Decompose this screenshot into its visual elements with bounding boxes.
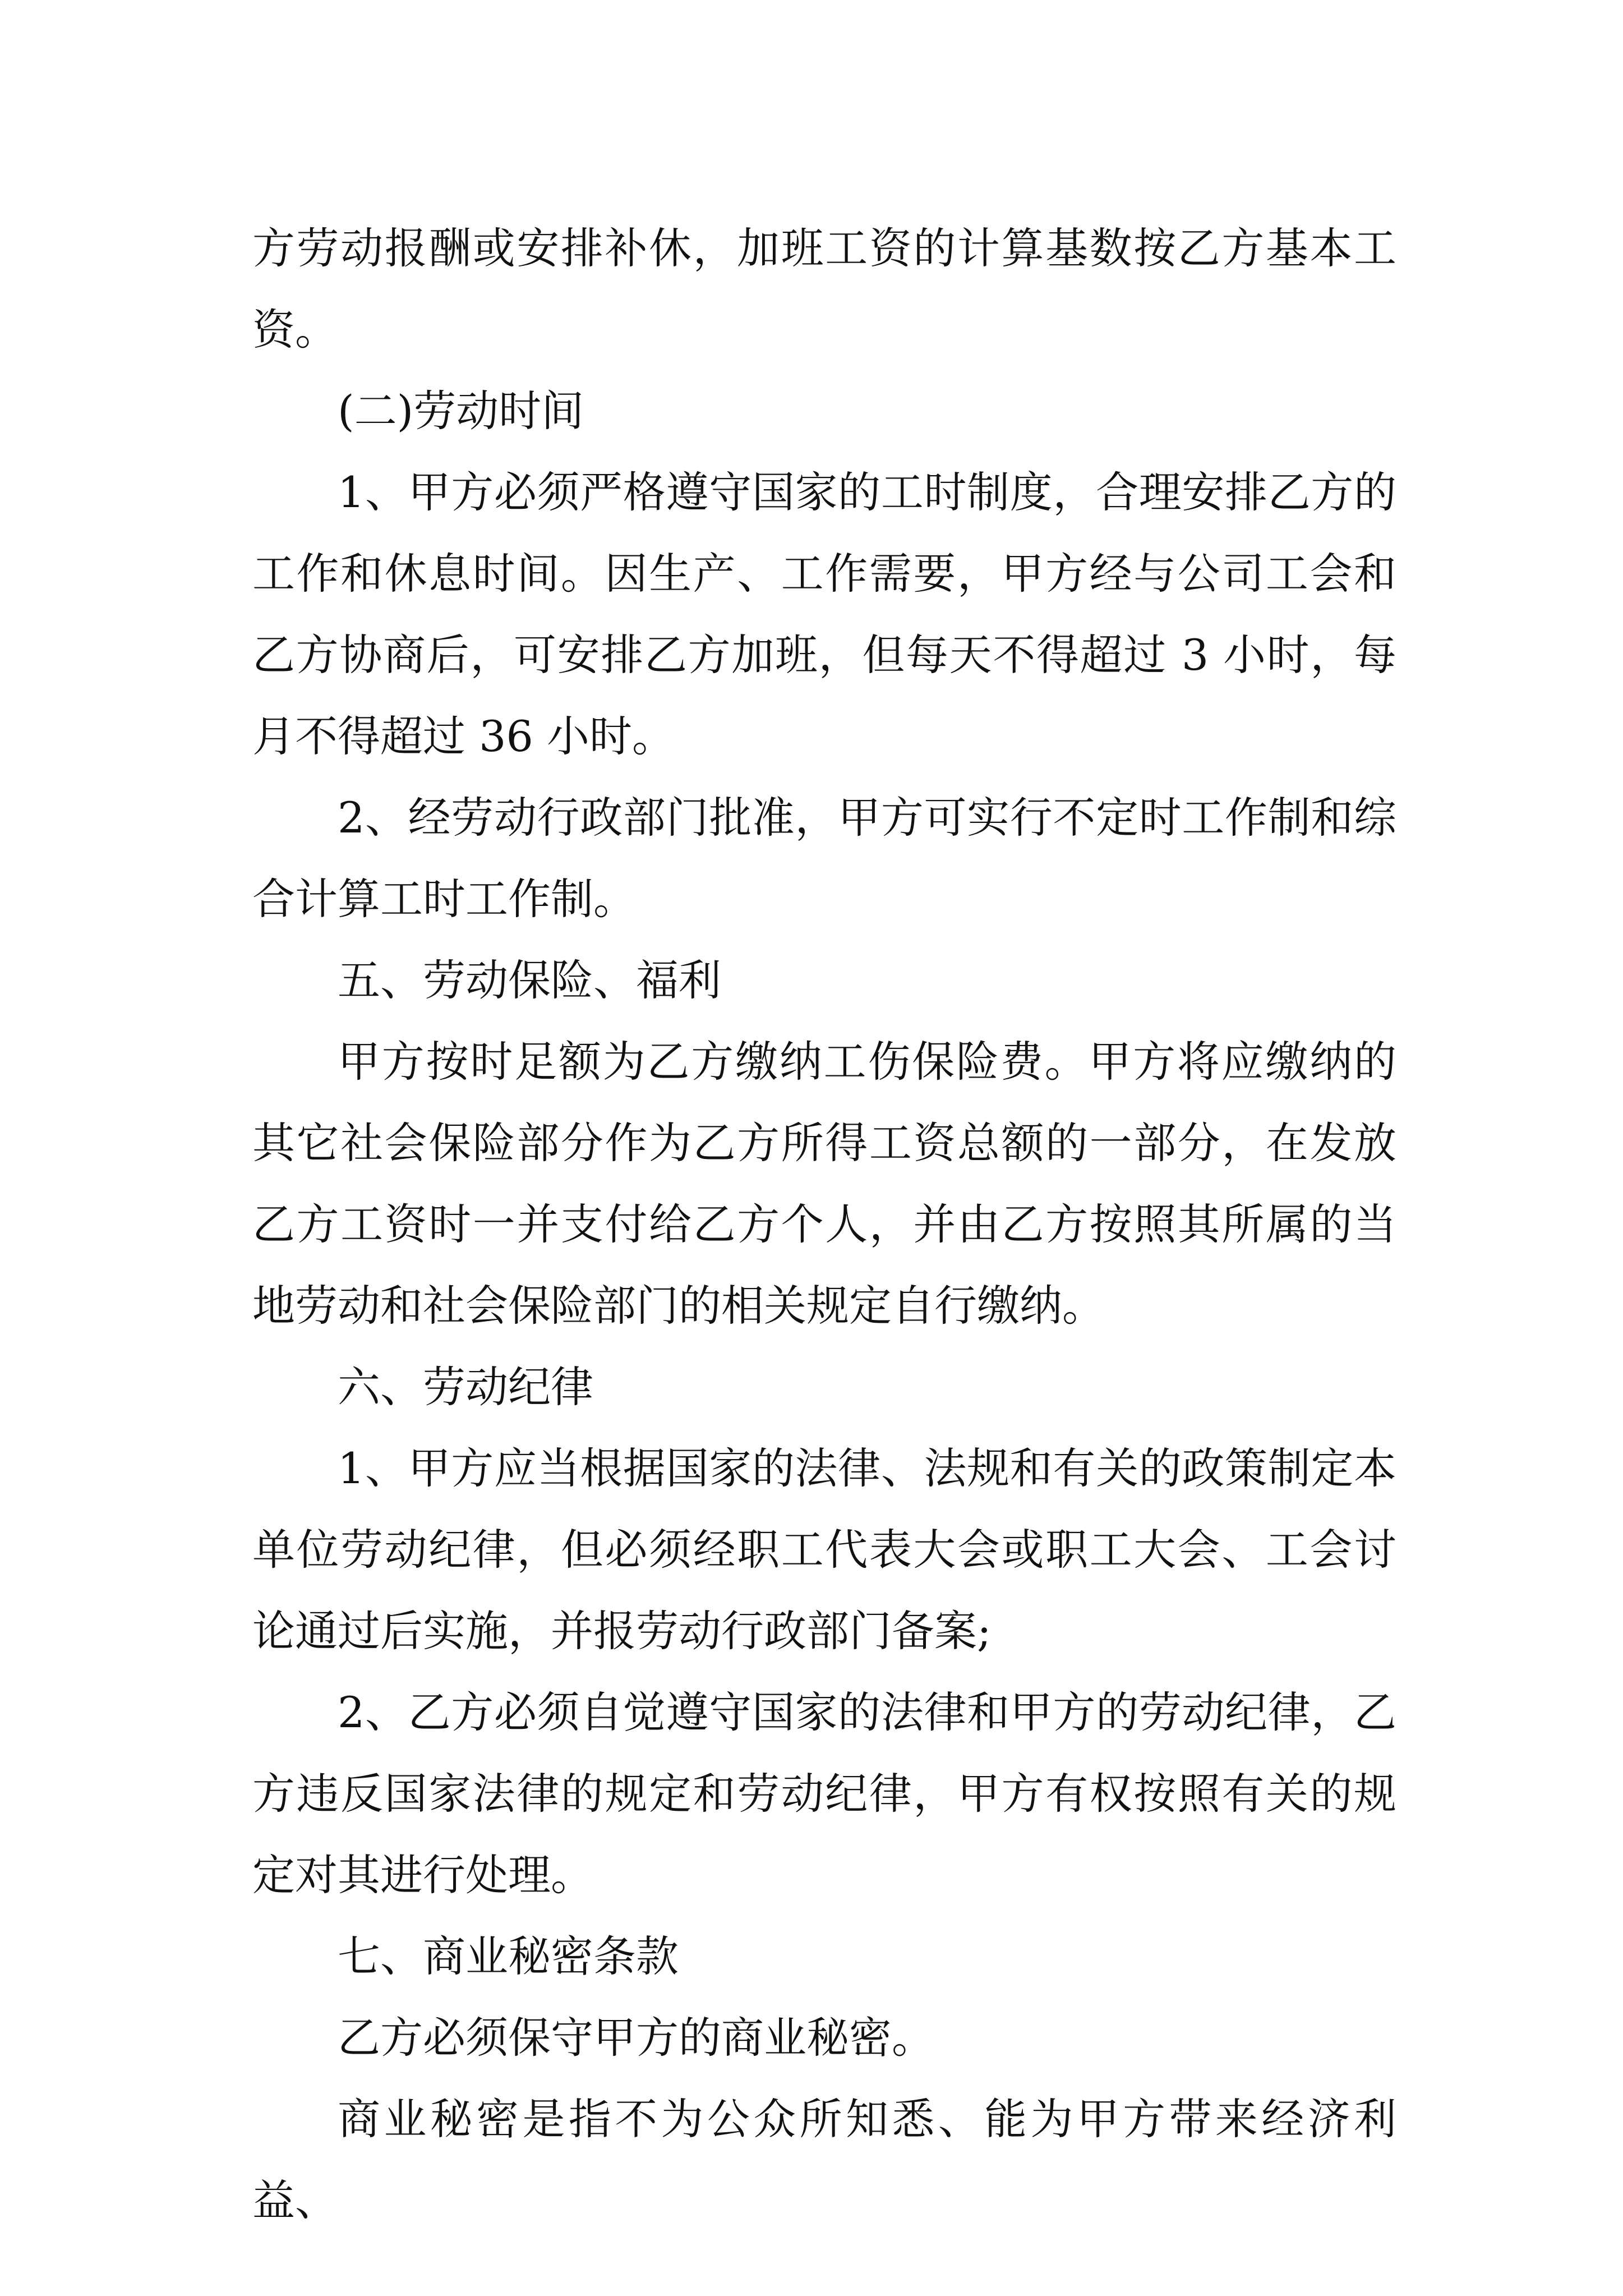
paragraph-working-hours-1: 1、甲方必须严格遵守国家的工时制度，合理安排乙方的工作和休息时间。因生产、工作需要，甲方经与公司工会和乙方协商后，可安排乙方加班，但每天不得超过 3 小时，每月不得超过 36 小时。	[252, 467, 1396, 761]
section-heading-discipline: 六、劳动纪律	[338, 1362, 593, 1412]
section-heading-trade-secret: 七、商业秘密条款	[338, 1931, 679, 1981]
paragraph-continuation: 方劳动报酬或安排补休，加班工资的计算基数按乙方基本工资。	[252, 223, 1396, 355]
paragraph-trade-secret-1: 乙方必须保守甲方的商业秘密。	[338, 2013, 934, 2063]
paragraph-discipline-2: 2、乙方必须自觉遵守国家的法律和甲方的劳动纪律，乙方违反国家法律的规定和劳动纪律，甲方有权按照有关的规定对其进行处理。	[252, 1687, 1396, 1900]
section-heading-insurance: 五、劳动保险、福利	[338, 955, 721, 1005]
paragraph-insurance: 甲方按时足额为乙方缴纳工伤保险费。甲方将应缴纳的其它社会保险部分作为乙方所得工资总额的一部分，在发放乙方工资时一并支付给乙方个人，并由乙方按照其所属的当地劳动和社会保险部门的相关规定自行缴纳。	[252, 1037, 1396, 1331]
section-heading-working-hours: (二)劳动时间	[338, 386, 584, 436]
paragraph-working-hours-2: 2、经劳动行政部门批准，甲方可实行不定时工作制和综合计算工时工作制。	[252, 793, 1396, 924]
paragraph-discipline-1: 1、甲方应当根据国家的法律、法规和有关的政策制定本单位劳动纪律，但必须经职工代表大会或职工大会、工会讨论通过后实施，并报劳动行政部门备案;	[252, 1443, 1396, 1656]
paragraph-trade-secret-2: 商业秘密是指不为公众所知悉、能为甲方带来经济利益、	[252, 2094, 1396, 2225]
document-body	[252, 208, 1396, 2241]
